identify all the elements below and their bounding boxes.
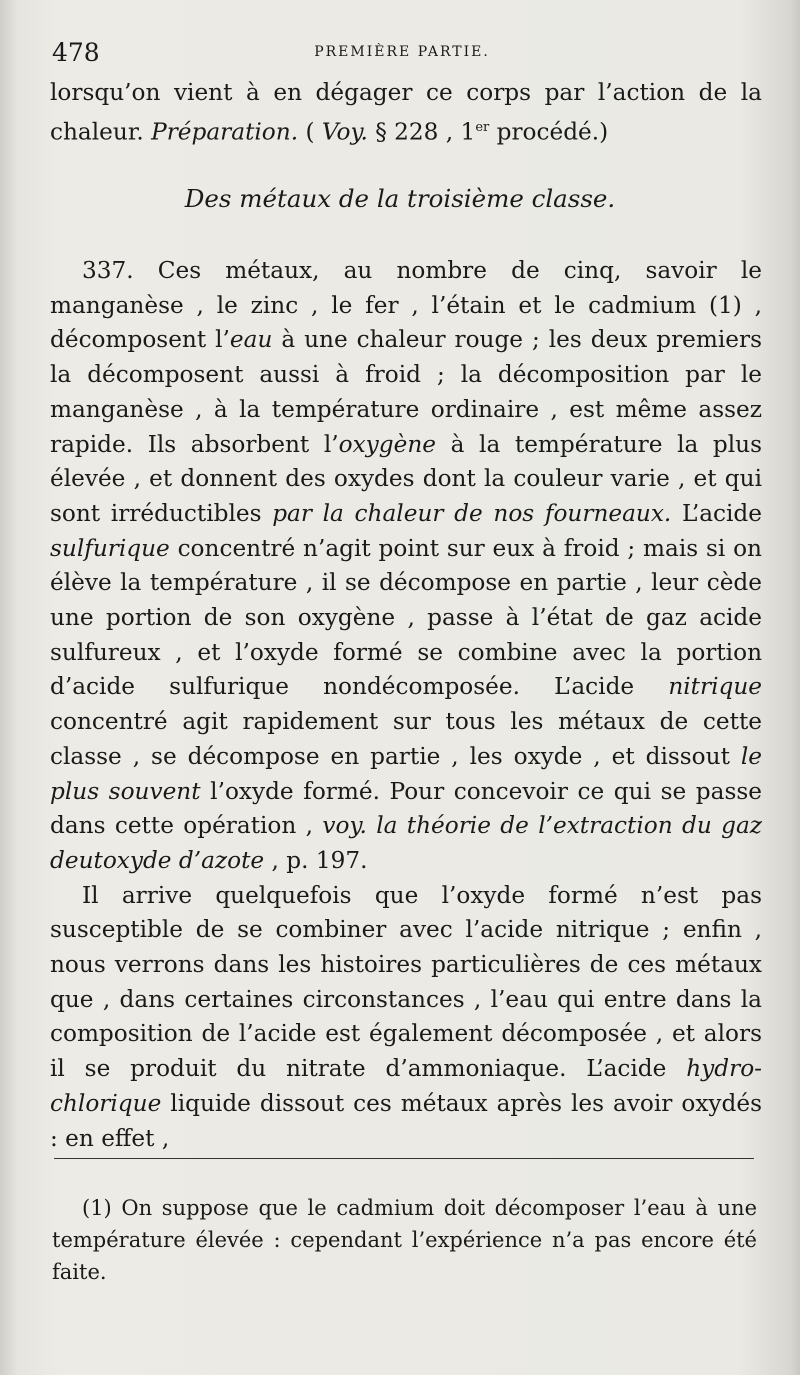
footnote — [52, 1192, 757, 1288]
section-title: Des métaux de la troisième classe. — [184, 184, 616, 213]
paragraph-337: 337. Ces métaux, au nombre de cinq, savoir le manganèse , le zinc , le fer , l’étain et le cadmium (1) , décomposent l’eau à une chaleur rouge ; les deux premiers la décomposent aussi à froid ; la décomposition par le manganèse , à la température ordinaire , est même assez rapide. Ils absorbent l’oxygène à la température la plus élevée , et donnent des oxydes dont la couleur varie , et qui sont irréductibles par la chaleur de nos fourneaux. L’acide sulfurique concentré n’agit point sur eux à froid ; mais si on élève la température , il se décompose en partie , leur cède une portion de son oxygène , passe à l’état de gaz acide sulfureux , et l’oxyde formé se combine avec la portion d’acide sulfurique nondécomposée. L’acide nitrique concentré agit rapidement sur tous les métaux de cette classe , se décompose en partie , les oxyde , et dissout le plus souvent l’oxyde formé. Pour concevoir ce qui se passe dans cette opération , voy. la théorie de l’extraction du gaz deutoxyde d’azote , p. 197. — [50, 257, 763, 874]
footnote-rule — [54, 1158, 754, 1159]
paragraph-2: Il arrive quelquefois que l’oxyde formé n’est pas susceptible de se combiner avec l’acide nitrique ; enfin , nous verrons dans les histoires particulières de ces métaux que , dans certaines circonstances , l’eau qui entre dans la composition de l’acide est également décomposée , et alors il se produit du nitrate d’ammoniaque. L’acide hydro-chlorique liquide dissout ces métaux après les avoir oxydés : en effet , — [50, 881, 762, 1152]
page-number: 478 — [52, 38, 100, 67]
intro-line-2: chaleur. Préparation. ( Voy. § 228 , 1er procédé.) — [50, 118, 609, 146]
running-head: PREMIÈRE PARTIE. — [314, 44, 490, 60]
footnote-text: (1) On suppose que le cadmium doit décomposer l’eau à une température élevée : cependant l’expérience n’a pas encore été faite. — [52, 1196, 757, 1284]
intro-line-1: lorsqu’on vient à en dégager ce corps par l’action de la — [50, 79, 762, 106]
page-header — [52, 38, 752, 72]
main-text — [50, 254, 762, 1156]
intro-paragraph — [50, 76, 762, 150]
